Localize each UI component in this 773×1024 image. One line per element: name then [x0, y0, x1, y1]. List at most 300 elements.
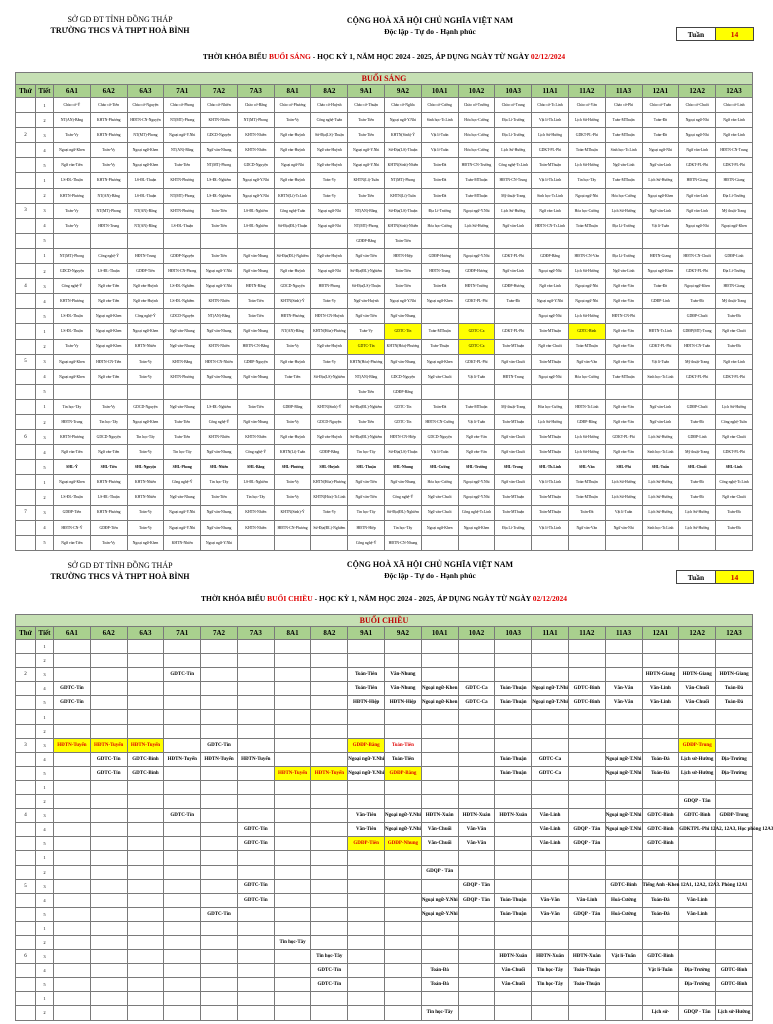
- schedule-cell: [54, 865, 91, 879]
- schedule-cell: GDĐP-Hương: [421, 248, 458, 263]
- day-cell: 2: [16, 668, 36, 682]
- schedule-cell: Sinh học-Tr.Linh: [605, 143, 642, 158]
- schedule-cell: GDTC-Tín: [90, 766, 127, 780]
- schedule-cell: [201, 724, 238, 738]
- schedule-cell: [237, 384, 274, 399]
- schedule-cell: Ngữ văn-Văn: [605, 414, 642, 429]
- schedule-cell: [274, 823, 311, 837]
- schedule-cell: [568, 851, 605, 865]
- schedule-cell: Ngữ văn-Nhung: [201, 143, 238, 158]
- period-cell: 5: [36, 907, 54, 921]
- schedule-cell: Lịch sử-: [642, 1006, 679, 1020]
- schedule-cell: Ngữ văn-Tiên: [54, 158, 91, 173]
- schedule-cell: [385, 865, 422, 879]
- schedule-cell: [642, 640, 679, 654]
- schedule-cell: GDĐP-Linh: [716, 248, 753, 263]
- schedule-cell: HĐTN-Giang: [716, 668, 753, 682]
- schedule-cell: Toán-MThuận: [605, 173, 642, 188]
- schedule-cell: Mỹ thuật-Trang: [716, 203, 753, 218]
- schedule-cell: [311, 384, 348, 399]
- schedule-cell: [90, 696, 127, 710]
- schedule-cell: Ngoại ngữ-Y.Nhi: [458, 475, 495, 490]
- schedule-cell: Địa Lí-Trường: [495, 113, 532, 128]
- schedule-cell: [164, 780, 201, 794]
- schedule-cell: Ngữ văn-Chuối: [495, 354, 532, 369]
- schedule-cell: GDĐP-Hương: [458, 264, 495, 279]
- schedule-cell: Ngữ văn-Nhung: [164, 490, 201, 505]
- schedule-cell: Ngữ văn-Chuối: [495, 430, 532, 445]
- schedule-cell: [568, 640, 605, 654]
- schedule-cell: GDKT-PL-Phỉ: [679, 158, 716, 173]
- schedule-cell: [127, 865, 164, 879]
- schedule-cell: LS-ĐL-Nghiêm: [237, 203, 274, 218]
- schedule-cell: KHTN(Lí)-Tr.Linh: [274, 188, 311, 203]
- schedule-cell: [311, 893, 348, 907]
- schedule-cell: NT(MT)-Phong: [164, 113, 201, 128]
- schedule-cell: KHTN-Phương: [164, 369, 201, 384]
- schedule-cell: [532, 535, 569, 550]
- schedule-cell: GDTC-Bình: [716, 978, 753, 992]
- schedule-cell: [495, 879, 532, 893]
- schedule-cell: [54, 851, 91, 865]
- schedule-cell: Toán-MThuận: [532, 354, 569, 369]
- schedule-cell: Ngoại ngữ-Y.Nhi: [237, 188, 274, 203]
- schedule-cell: Ngoại ngữ-Y.Nhi: [348, 752, 385, 766]
- period-cell: 4: [36, 294, 54, 309]
- schedule-cell: [605, 1006, 642, 1020]
- schedule-cell: GDKT-PL-Phỉ: [495, 248, 532, 263]
- class-column-header: 6A3: [127, 85, 164, 98]
- schedule-cell: [164, 978, 201, 992]
- schedule-cell: SHL-Thuận: [348, 460, 385, 475]
- schedule-cell: [311, 668, 348, 682]
- schedule-cell: Lịch Sử-Hường: [458, 218, 495, 233]
- schedule-cell: Hoá-Cường: [605, 907, 642, 921]
- schedule-cell: [237, 696, 274, 710]
- schedule-cell: Ngoại ngữ-Y.Nhi: [421, 893, 458, 907]
- schedule-cell: Ngoại ngữ-Y.Nhi: [458, 248, 495, 263]
- schedule-cell: Ngoại ngữ-Y.Nhi: [237, 173, 274, 188]
- schedule-cell: Ngữ văn-Linh: [642, 203, 679, 218]
- schedule-cell: Ngoại ngữ-Nhi: [311, 264, 348, 279]
- period-cell: 2: [36, 935, 54, 949]
- schedule-cell: GDKT-PL-Phỉ: [568, 128, 605, 143]
- day-cell: 2: [16, 128, 36, 143]
- schedule-cell: [716, 654, 753, 668]
- schedule-cell: Chào cờ-Văn: [568, 98, 605, 113]
- schedule-cell: HĐTN-CN-Trường: [458, 158, 495, 173]
- schedule-cell: KHTN(Hóa)-Phương: [348, 354, 385, 369]
- period-cell: 5: [36, 978, 54, 992]
- schedule-cell: [716, 992, 753, 1006]
- schedule-cell: [237, 654, 274, 668]
- schedule-cell: Ngoại ngữ-Y.Nhi: [201, 535, 238, 550]
- schedule-cell: LS-ĐL-Thuận: [127, 173, 164, 188]
- schedule-cell: Ngữ văn-Nhung: [237, 264, 274, 279]
- schedule-cell: GDĐP-Bằng: [348, 738, 385, 752]
- schedule-cell: [54, 752, 91, 766]
- schedule-cell: Ngoại ngữ-T.Nhi: [605, 752, 642, 766]
- schedule-cell: Ngoại ngữ-Nhi: [274, 158, 311, 173]
- schedule-cell: Công nghệ-Ý: [54, 279, 91, 294]
- period-row: [16, 950, 753, 964]
- schedule-cell: [421, 780, 458, 794]
- schedule-cell: [201, 865, 238, 879]
- day-cell: [16, 654, 36, 668]
- schedule-cell: GDKT-PL-Phỉ: [642, 339, 679, 354]
- schedule-cell: [164, 823, 201, 837]
- schedule-cell: KHTN-Nhiên: [164, 535, 201, 550]
- schedule-cell: [421, 795, 458, 809]
- schedule-cell: Toán-Tiên: [348, 668, 385, 682]
- schedule-cell: [237, 668, 274, 682]
- schedule-cell: Sử-Địa(LS)-Thuận: [385, 445, 422, 460]
- schedule-cell: [495, 710, 532, 724]
- schedule-cell: Ngữ văn-Nhung: [201, 505, 238, 520]
- schedule-cell: Ngữ văn-Văn: [605, 324, 642, 339]
- schedule-cell: [495, 724, 532, 738]
- period-column-header: Tiết: [36, 85, 54, 98]
- schedule-cell: [605, 964, 642, 978]
- day-cell: [16, 964, 36, 978]
- schedule-cell: [54, 823, 91, 837]
- class-column-header: 12A2: [679, 85, 716, 98]
- schedule-cell: [679, 935, 716, 949]
- schedule-cell: Ngoại ngữ-Khen: [127, 143, 164, 158]
- schedule-cell: Ngữ văn-Tiên: [90, 445, 127, 460]
- schedule-cell: [642, 233, 679, 248]
- schedule-cell: Văn-Văn: [532, 893, 569, 907]
- day-cell: 4: [16, 809, 36, 823]
- period-cell: 4: [36, 445, 54, 460]
- schedule-cell: [568, 1006, 605, 1020]
- national-header-2: [300, 559, 560, 581]
- schedule-cell: HĐTN-Phương: [274, 309, 311, 324]
- schedule-cell: Chào cờ-Phương: [274, 98, 311, 113]
- schedule-cell: [127, 795, 164, 809]
- period-cell: 4: [36, 752, 54, 766]
- day-cell: [16, 696, 36, 710]
- schedule-cell: Lịch sử-Hường: [679, 766, 716, 780]
- day-cell: [16, 460, 36, 475]
- schedule-cell: Toán-Vy: [127, 354, 164, 369]
- schedule-cell: NT(MT)-Phong: [348, 218, 385, 233]
- schedule-cell: [385, 795, 422, 809]
- schedule-cell: HĐTN-Trung: [127, 248, 164, 263]
- schedule-cell: Tin học-Tây: [532, 964, 569, 978]
- schedule-cell: [421, 950, 458, 964]
- schedule-cell: [201, 809, 238, 823]
- schedule-cell: Ngoại ngữ-Nhi: [532, 369, 569, 384]
- schedule-cell: GDQP - Tân: [568, 823, 605, 837]
- schedule-cell: Công nghệ-Ý: [90, 248, 127, 263]
- school-name: TRƯỜNG THCS VÀ THPT HOÀ BÌNH: [50, 26, 190, 35]
- schedule-cell: Ngữ văn-Văn: [568, 520, 605, 535]
- schedule-cell: HĐTN-Xuân: [568, 950, 605, 964]
- day-cell: [16, 520, 36, 535]
- schedule-cell: Toán-MThuận: [568, 218, 605, 233]
- period-row: [16, 837, 753, 851]
- schedule-cell: Toán-MThuận: [421, 324, 458, 339]
- schedule-cell: [274, 950, 311, 964]
- schedule-cell: HĐTN-Trường: [458, 279, 495, 294]
- schedule-cell: [311, 780, 348, 794]
- schedule-cell: Toán-Tiên: [348, 128, 385, 143]
- schedule-cell: Ngữ văn-Linh: [605, 264, 642, 279]
- schedule-cell: Sinh học-Tr.Linh: [421, 113, 458, 128]
- class-column-header: 9A2: [385, 627, 422, 640]
- schedule-cell: [348, 795, 385, 809]
- schedule-cell: [54, 893, 91, 907]
- schedule-cell: [385, 907, 422, 921]
- schedule-cell: [201, 851, 238, 865]
- period-row: [16, 724, 753, 738]
- period-cell: 5: [36, 384, 54, 399]
- schedule-cell: Ngữ văn-Huỳnh: [311, 339, 348, 354]
- schedule-cell: [348, 893, 385, 907]
- schedule-cell: [237, 865, 274, 879]
- schedule-cell: [201, 823, 238, 837]
- schedule-cell: SHL-Tuấn: [642, 460, 679, 475]
- schedule-cell: [54, 766, 91, 780]
- schedule-cell: Ngoại ngữ-Khen: [679, 279, 716, 294]
- day-cell: [16, 399, 36, 414]
- schedule-cell: HĐTN-Xuân: [495, 809, 532, 823]
- schedule-cell: Văn-Nhung: [385, 668, 422, 682]
- schedule-cell: GDTC-Bình: [642, 950, 679, 964]
- schedule-cell: KHTN-Phương: [90, 113, 127, 128]
- schedule-cell: KHTN-Nhiên: [127, 490, 164, 505]
- schedule-cell: Văn-Linh: [532, 837, 569, 851]
- schedule-cell: GDTC-Bình: [605, 879, 642, 893]
- schedule-cell: HĐTN-Xuân: [421, 809, 458, 823]
- schedule-cell: [458, 738, 495, 752]
- schedule-cell: Lịch Sử-Hường: [605, 490, 642, 505]
- schedule-cell: Ngoại ngữ-Y.Nhi: [385, 294, 422, 309]
- schedule-cell: KHTN-Nhiên: [237, 505, 274, 520]
- schedule-cell: HĐTN-Xuân: [495, 950, 532, 964]
- period-row: [16, 795, 753, 809]
- schedule-cell: [716, 233, 753, 248]
- schedule-cell: Ngữ văn-Chuối: [495, 445, 532, 460]
- schedule-cell: [495, 654, 532, 668]
- schedule-cell: Ngữ văn-Tiên: [348, 248, 385, 263]
- schedule-cell: GDQP - Tân: [421, 865, 458, 879]
- schedule-cell: KHTN(Hóa)-Phương: [311, 475, 348, 490]
- department-name: SỞ GD ĐT TỈNH ĐỒNG THÁP: [67, 15, 173, 24]
- schedule-cell: HĐTN-Hiệp: [348, 696, 385, 710]
- schedule-cell: [90, 710, 127, 724]
- schedule-cell: [679, 950, 716, 964]
- schedule-cell: GDKT-PL-Phỉ: [716, 158, 753, 173]
- schedule-cell: KHTN-Nhiên: [237, 128, 274, 143]
- schedule-cell: [385, 640, 422, 654]
- period-row: [16, 738, 753, 752]
- schedule-cell: Toán-Đà: [716, 339, 753, 354]
- schedule-cell: [495, 384, 532, 399]
- period-cell: 3: [36, 738, 54, 752]
- schedule-cell: GDTC-Tín: [385, 399, 422, 414]
- schedule-cell: [274, 738, 311, 752]
- period-cell: 3: [36, 950, 54, 964]
- schedule-cell: [311, 682, 348, 696]
- schedule-cell: HĐTN-Hiệp: [385, 696, 422, 710]
- schedule-cell: GDTC-Bình: [716, 964, 753, 978]
- schedule-cell: [642, 535, 679, 550]
- schedule-cell: Toán-MThuận: [605, 128, 642, 143]
- period-cell: 2: [36, 865, 54, 879]
- schedule-cell: SHL-Th.Linh: [532, 460, 569, 475]
- schedule-cell: [385, 992, 422, 1006]
- schedule-cell: Sử-Địa(ĐL)-Nghiêm: [274, 248, 311, 263]
- period-row: [16, 324, 753, 339]
- schedule-cell: Địa-Trường: [716, 752, 753, 766]
- schedule-cell: Toán-Đà: [716, 520, 753, 535]
- session-banner-row: [16, 615, 753, 627]
- schedule-cell: [605, 738, 642, 752]
- class-column-header: 6A1: [54, 85, 91, 98]
- schedule-cell: Văn-Nhung: [385, 682, 422, 696]
- schedule-cell: Văn-Văn: [458, 837, 495, 851]
- schedule-cell: Mỹ thuật-Trang: [679, 354, 716, 369]
- schedule-cell: Chào cờ-Tr.Linh: [532, 98, 569, 113]
- schedule-cell: [311, 710, 348, 724]
- schedule-cell: [274, 837, 311, 851]
- schedule-cell: Toán-Tiên: [348, 414, 385, 429]
- schedule-cell: GDQP - Tân: [458, 893, 495, 907]
- schedule-cell: GDKT-PL-Phỉ: [605, 430, 642, 445]
- schedule-cell: Ngoại ngữ-Khen: [127, 535, 164, 550]
- class-column-header: 7A1: [164, 627, 201, 640]
- schedule-cell: KHTN-Phương: [164, 173, 201, 188]
- schedule-cell: HĐTN-CN-Nhiên: [201, 354, 238, 369]
- schedule-cell: Vật lí-Th.Linh: [532, 173, 569, 188]
- schedule-cell: [201, 921, 238, 935]
- schedule-cell: Ngoại ngữ-Nhi: [311, 203, 348, 218]
- schedule-cell: Hoá-Cường: [605, 893, 642, 907]
- period-cell: 1: [36, 324, 54, 339]
- schedule-cell: SHL-Bằng: [237, 460, 274, 475]
- schedule-cell: [127, 950, 164, 964]
- schedule-cell: [237, 1006, 274, 1020]
- schedule-cell: GDKT-PL-Phỉ: [532, 143, 569, 158]
- schedule-cell: GDĐP-Bằng: [385, 766, 422, 780]
- schedule-cell: [532, 879, 569, 893]
- day-cell: [16, 907, 36, 921]
- schedule-cell: [274, 710, 311, 724]
- schedule-cell: Toán-Tiên: [348, 682, 385, 696]
- schedule-cell: [568, 766, 605, 780]
- day-cell: [16, 780, 36, 794]
- schedule-cell: Toán-MThuận: [532, 324, 569, 339]
- schedule-cell: [164, 1006, 201, 1020]
- period-cell: 4: [36, 823, 54, 837]
- schedule-cell: GDQP - Tân: [679, 795, 716, 809]
- schedule-cell: Toán-Tiên: [385, 233, 422, 248]
- schedule-cell: HĐTN-Tuyến: [54, 738, 91, 752]
- school-header-2: [20, 560, 220, 582]
- day-column-header: Thứ: [16, 627, 36, 640]
- schedule-cell: [54, 978, 91, 992]
- session-banner-row: [16, 73, 753, 85]
- schedule-cell: Ngữ văn-Huỳnh: [311, 158, 348, 173]
- schedule-cell: [458, 795, 495, 809]
- schedule-cell: Công nghệ-Tr.Linh: [458, 505, 495, 520]
- schedule-cell: Văn-Văn: [605, 682, 642, 696]
- schedule-cell: Tin học-Tây: [164, 445, 201, 460]
- schedule-cell: KHTN-Nhiên: [237, 143, 274, 158]
- schedule-cell: Toán-Đà: [421, 964, 458, 978]
- schedule-cell: GDKT-PL-Phỉ: [495, 324, 532, 339]
- schedule-cell: [716, 780, 753, 794]
- class-column-header: 7A1: [164, 85, 201, 98]
- period-row: [16, 203, 753, 218]
- schedule-cell: KHTN-Phương: [90, 128, 127, 143]
- period-row: [16, 505, 753, 520]
- day-cell: [16, 851, 36, 865]
- schedule-cell: [201, 710, 238, 724]
- schedule-cell: Toán-MThuận: [532, 430, 569, 445]
- schedule-cell: Toán-Vy: [348, 324, 385, 339]
- schedule-cell: Ngữ văn-Nhung: [385, 309, 422, 324]
- schedule-cell: [274, 752, 311, 766]
- schedule-cell: Ngoại ngữ-Nhi: [568, 279, 605, 294]
- schedule-cell: Toán-Tiên: [164, 158, 201, 173]
- schedule-cell: LS-ĐL-Thuận: [54, 324, 91, 339]
- period-cell: 2: [36, 490, 54, 505]
- schedule-cell: [716, 921, 753, 935]
- schedule-cell: Văn-Linh: [532, 823, 569, 837]
- schedule-cell: [716, 865, 753, 879]
- schedule-cell: Chào cờ-Thuận: [348, 98, 385, 113]
- schedule-cell: Lịch Sử-Hường: [642, 490, 679, 505]
- schedule-cell: HĐTN-CN-Huỳnh: [311, 309, 348, 324]
- schedule-cell: HĐTN-CN-Cường: [421, 414, 458, 429]
- schedule-cell: [164, 640, 201, 654]
- schedule-cell: [54, 795, 91, 809]
- schedule-cell: Toán-Đà: [642, 752, 679, 766]
- schedule-cell: HĐTN-Bằng: [237, 279, 274, 294]
- period-cell: 5: [36, 309, 54, 324]
- schedule-cell: GDTC-Bình: [127, 752, 164, 766]
- schedule-cell: [568, 780, 605, 794]
- schedule-cell: Địa-Trường: [716, 766, 753, 780]
- schedule-cell: [274, 907, 311, 921]
- schedule-cell: [127, 696, 164, 710]
- class-column-header: 10A2: [458, 85, 495, 98]
- period-cell: 1: [36, 780, 54, 794]
- schedule-cell: Chào cờ-Tiên: [90, 98, 127, 113]
- schedule-cell: [642, 710, 679, 724]
- session-name: BUỔI SÁNG: [268, 52, 311, 61]
- schedule-cell: [458, 233, 495, 248]
- schedule-cell: [385, 964, 422, 978]
- schedule-cell: NT(AN)-Bằng: [127, 203, 164, 218]
- period-row: [16, 851, 753, 865]
- schedule-cell: Vật lí-Tuấn: [421, 143, 458, 158]
- schedule-cell: LS-ĐL-Nghiêm: [237, 475, 274, 490]
- schedule-cell: [201, 640, 238, 654]
- schedule-cell: [311, 907, 348, 921]
- schedule-cell: Chào cờ-Phỉ: [605, 98, 642, 113]
- schedule-cell: GDKT-PL-Phỉ: [679, 369, 716, 384]
- schedule-cell: Ngữ văn-Huỳnh: [274, 430, 311, 445]
- schedule-cell: Vật lí-Tuấn: [605, 950, 642, 964]
- schedule-cell: GDKT-PL-Phỉ: [716, 369, 753, 384]
- schedule-cell: [605, 535, 642, 550]
- schedule-cell: Tin học-Tây: [201, 475, 238, 490]
- schedule-cell: Mỹ thuật-Trang: [716, 294, 753, 309]
